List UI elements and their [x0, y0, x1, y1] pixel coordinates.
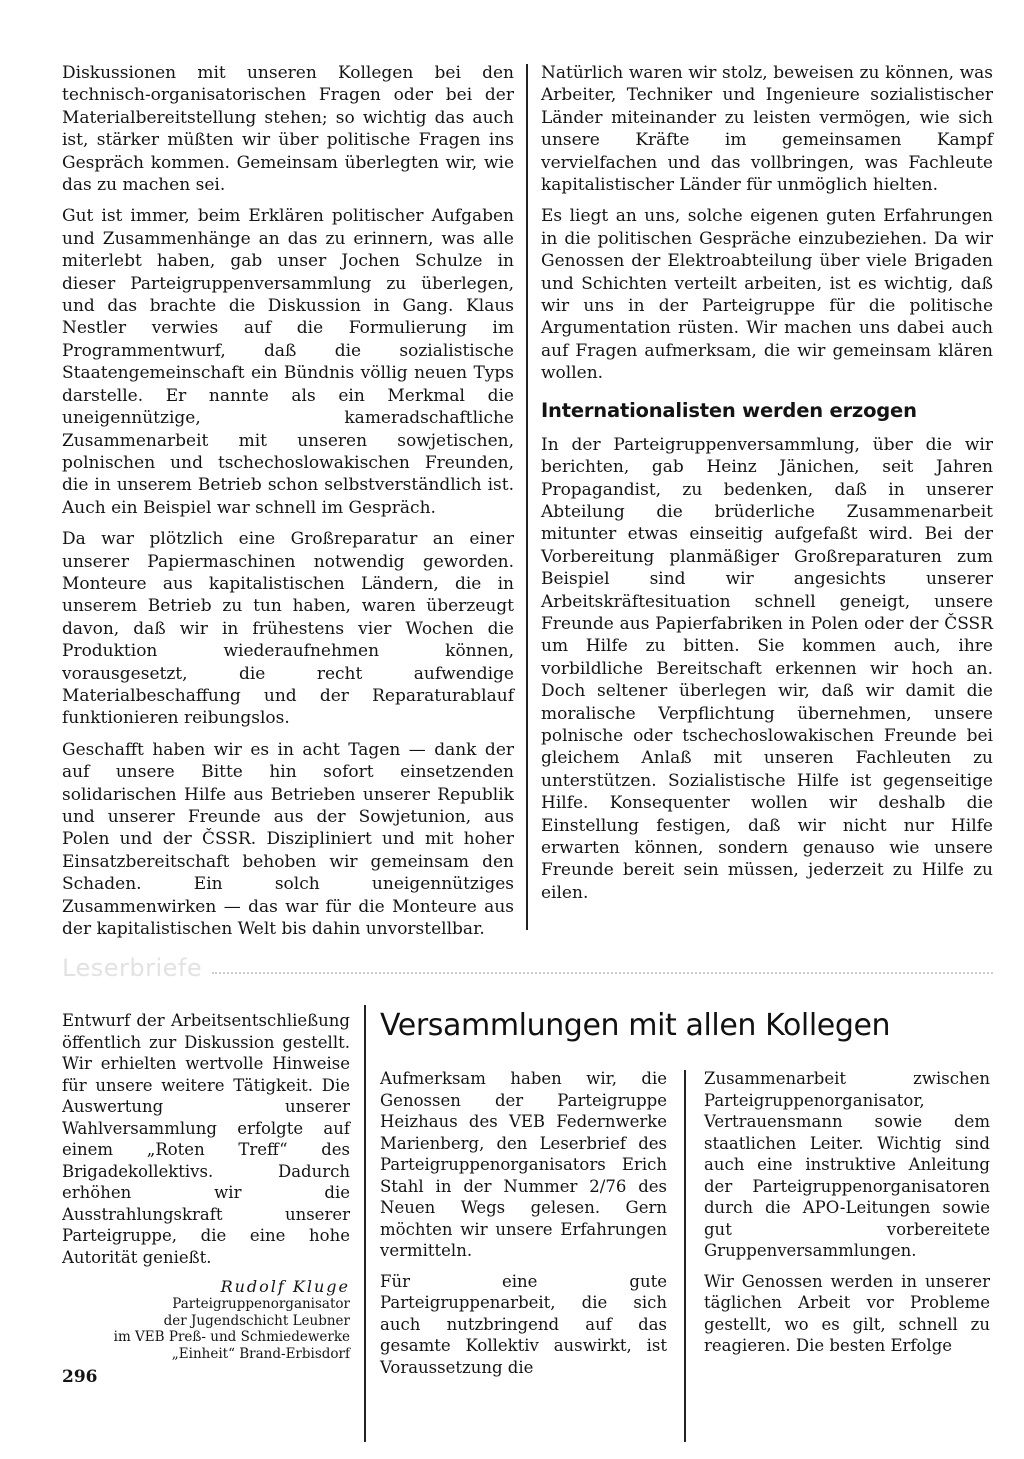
paragraph: Für eine gute Parteigruppenarbeit, die sich auch nutzbringend auf das gesamte Kollektiv auswirkt, ist Voraussetzung die	[380, 1271, 667, 1377]
section-label: Leserbriefe	[62, 954, 203, 982]
paragraph: Aufmerksam haben wir, die Genossen der Parteigruppe Heizhaus des VEB Federnwerke Marienberg, den Leserbrief des Parteigruppenorganisators Erich Stahl in der Nummer 2/76 des Neuen Wegs gelesen. Gern möchten wir unsere Erfahrungen vermitteln.	[380, 1069, 667, 1260]
section-heading: Internationalisten werden erzogen	[541, 398, 917, 422]
article-title: Versammlungen mit allen Kollegen	[380, 1008, 891, 1043]
paragraph: In der Parteigruppenversammlung, über die wir berichten, gab Heinz Jänichen, seit Jahren Propagandist, zu bedenken, daß in unserer Abteilung die brüderliche Zusammenarbeit mitunter etwas einseitig aufgefaßt wird. Bei der Vorbereitung planmäßiger Großreparaturen zum Beispiel sind wir angesichts unserer Arbeitskräftesituation schnell geneigt, unsere Freunde aus Papierfabriken in Polen oder der ČSSR um Hilfe zu bitten. Sie kommen auch, ihre vorbildliche Bereitschaft erkennen wir hoch an. Doch seltener überlegen wir, daß wir damit die moralische Verpflichtung übernehmen, unsere polnische oder tschechoslowakischen Freunde bei gleichem Anlaß mit unseren Fachleuten zu unterstützen. Sozialistische Hilfe ist gegenseitige Hilfe. Konsequenter wollen wir deshalb die Einstellung festigen, daß wir nicht nur Hilfe erwarten können, sondern genauso wie unsere Freunde bereit sein müssen, jederzeit zu Hilfe zu eilen.	[541, 434, 993, 903]
paragraph: Gut ist immer, beim Erklären politischer Aufgaben und Zusammenhänge an das zu erinnern, was alle miterlebt haben, gab unser Jochen Schulze in dieser Parteigruppenversammlung zu überlegen, und das brachte die Diskussion in Gang. Klaus Nestler verwies auf die Formulierung im Programmentwurf, daß die sozialistische Staatengemeinschaft ein Bündnis völlig neuen Typs darstelle. Er nannte als ein Merkmal die uneigennützige, kameradschaftliche Zusammenarbeit mit unseren sowjetischen, polnischen und tschechoslowakischen Freunden, die in unserem Betrieb schon selbstverständlich ist. Auch ein Beispiel war schnell im Gespräch.	[62, 206, 514, 518]
column-divider	[684, 1070, 686, 1442]
author-role	[62, 1296, 350, 1362]
author-role-line: „Einheit“ Brand-Erbisdorf	[171, 1345, 350, 1362]
paragraph: Zusammenarbeit zwischen Parteigruppenorganisator, Vertrauensmann sowie dem staatlichen Leiter. Wichtig sind auch eine instruktive Anleitung der Parteigruppenorganisatoren durch die APO-Leitungen sowie gut vorbereitete Gruppenversammlungen.	[704, 1069, 990, 1260]
page-number: 296	[62, 1367, 98, 1387]
paragraph: Wir Genossen werden in unserer täglichen Arbeit vor Probleme gestellt, wo es gilt, schnell zu reagieren. Die besten Erfolge	[704, 1271, 990, 1355]
article-column-2	[704, 1068, 990, 1366]
author-role-line: der Jugendschicht Leubner	[163, 1312, 350, 1329]
paragraph: Es liegt an uns, solche eigenen guten Erfahrungen in die politischen Gespräche einzubeziehen. Da wir Genossen der Elektroabteilung über viele Brigaden und Schichten verteilt arbeiten, ist es wichtig, daß wir uns in der Parteigruppe für die politische Argumentation rüsten. Wir machen uns dabei auch auf Fragen aufmerksam, die wir gemeinsam klären wollen.	[541, 206, 993, 384]
top-left-column	[62, 62, 514, 949]
column-divider	[364, 1005, 366, 1442]
bottom-left-column	[62, 1010, 350, 1362]
paragraph: Da war plötzlich eine Großreparatur an einer unserer Papiermaschinen notwendig geworden. Monteure aus kapitalistischen Ländern, die in unserem Betrieb zu tun haben, waren überzeugt davon, daß wir in frühestens vier Wochen die Produktion wiederaufnehmen können, vorausgesetzt, die recht aufwendige Materialbeschaffung und der Reparaturablauf funktionieren reibungslos.	[62, 529, 514, 729]
paragraph: Natürlich waren wir stolz, beweisen zu können, was Arbeiter, Techniker und Ingenieure sozialistischer Länder miteinander zu leisten vermögen, wie sich unsere Kräfte im gemeinsamen Kampf vervielfachen und das vollbringen, was Fachleute kapitalistischer Länder für unmöglich hielten.	[541, 63, 993, 196]
top-right-column	[541, 62, 993, 913]
author-role-line: im VEB Preß- und Schmiedewerke	[113, 1329, 350, 1345]
author-signature: Rudolf Kluge	[220, 1277, 350, 1296]
section-divider	[212, 972, 993, 974]
author-role-line: Parteigruppenorganisator	[172, 1296, 350, 1312]
paragraph: Entwurf der Arbeitsentschließung öffentlich zur Diskussion gestellt. Wir erhielten wertvolle Hinweise für unsere weitere Tätigkeit. Die Auswertung unserer Wahlversammlung erfolgte auf einem „Roten Treff“ des Brigadekollektivs. Dadurch erhöhen wir die Ausstrahlungskraft unserer Parteigruppe, die eine hohe Autorität genießt.	[62, 1011, 350, 1267]
paragraph: Diskussionen mit unseren Kollegen bei den technisch-organisatorischen Fragen oder bei der Materialbereitstellung stehen; so wichtig das auch ist, stärker müßten wir über politische Fragen ins Gespräch kommen. Gemeinsam überlegten wir, wie das zu machen sei.	[62, 63, 514, 196]
paragraph: Geschafft haben wir es in acht Tagen — dank der auf unsere Bitte hin sofort einsetzenden solidarischen Hilfe aus Betrieben unserer Republik und unserer Freunde aus der Sowjetunion, aus Polen und der ČSSR. Diszipliniert und mit hoher Einsatzbereitschaft behoben wir gemeinsam den Schaden. Ein solch uneigennütziges Zusammenwirken — das war für die Monteure aus der kapitalistischen Welt bis dahin unvorstellbar.	[62, 739, 514, 940]
column-divider	[526, 64, 528, 930]
article-column-1	[380, 1068, 667, 1387]
